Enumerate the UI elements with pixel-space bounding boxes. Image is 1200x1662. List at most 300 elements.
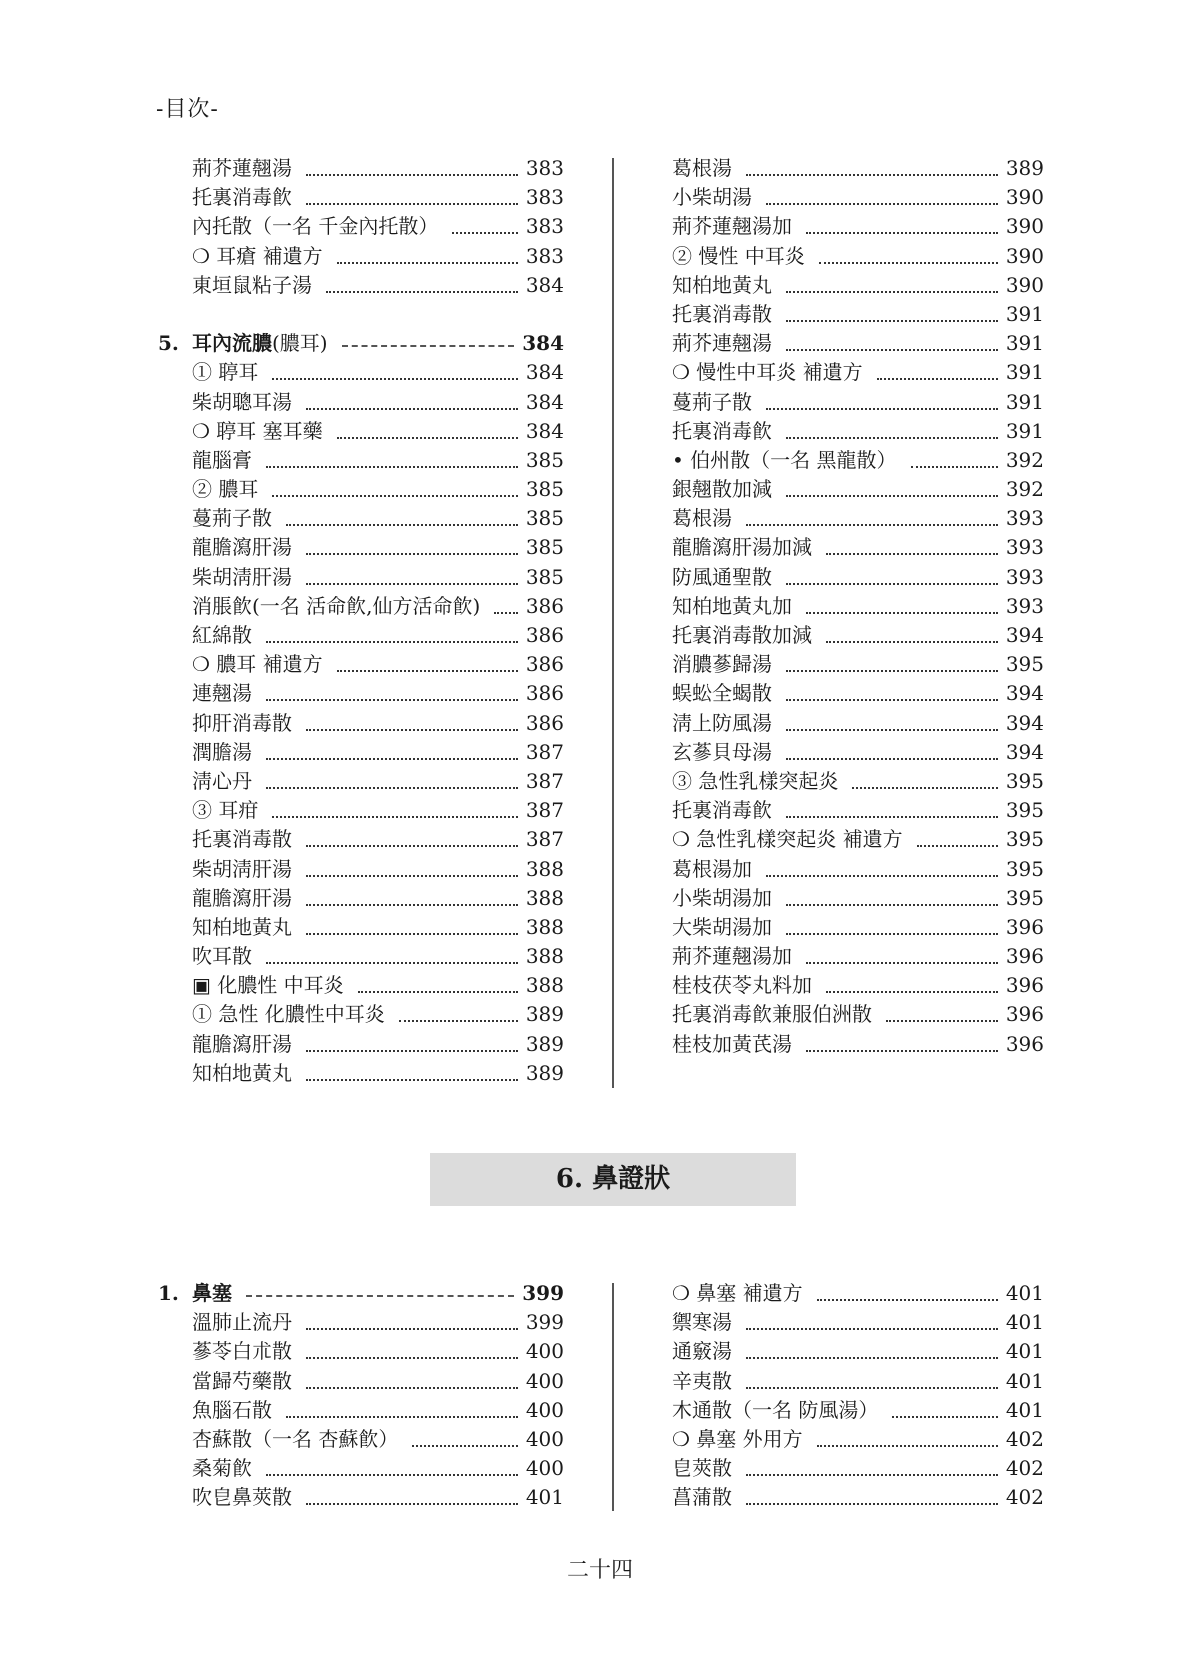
toc-entry xyxy=(192,1454,564,1483)
entry-text: ② 慢性 中耳炎 xyxy=(672,243,805,268)
toc-page-number: 401 xyxy=(1005,1339,1044,1364)
toc-entry-label xyxy=(192,767,252,796)
dot-leader xyxy=(786,699,998,701)
toc-page-number: 393 xyxy=(1005,564,1044,589)
toc-entry-label xyxy=(672,1454,732,1483)
toc-page-number: 393 xyxy=(1005,535,1044,560)
toc-page-number: 388 xyxy=(525,944,564,969)
toc-entry xyxy=(192,884,564,913)
toc-page-number: 400 xyxy=(525,1456,564,1481)
toc-entry xyxy=(192,1030,564,1059)
toc-entry xyxy=(672,738,1044,767)
dot-leader xyxy=(306,174,518,176)
dot-leader xyxy=(786,495,998,497)
toc-entry xyxy=(192,855,564,884)
toc-entry xyxy=(192,1337,564,1366)
entry-text: 知柏地黃丸 xyxy=(192,914,292,939)
dot-leader xyxy=(786,758,998,760)
dot-leader xyxy=(286,524,518,526)
entry-text: 淸上防風湯 xyxy=(672,710,772,735)
dot-leader xyxy=(399,1020,518,1022)
toc-entry-label xyxy=(672,300,772,329)
toc-page-number: 400 xyxy=(525,1426,564,1451)
entry-text: 辛夷散 xyxy=(672,1368,732,1393)
toc-page-number: 389 xyxy=(525,1031,564,1056)
toc-entry-label xyxy=(672,825,903,854)
toc-entry-label xyxy=(192,971,344,1000)
dot-leader xyxy=(342,345,515,347)
dot-leader xyxy=(892,1416,997,1418)
dot-leader xyxy=(746,174,998,176)
toc-entry xyxy=(672,1279,1044,1308)
toc-entry-label xyxy=(192,504,272,533)
toc-page-number: 389 xyxy=(525,1060,564,1085)
entry-text: ① 急性 化膿性中耳炎 xyxy=(192,1002,385,1027)
toc-entry-label xyxy=(672,1396,878,1425)
toc-page-number: 385 xyxy=(525,477,564,502)
dot-leader xyxy=(766,203,998,205)
toc-page-number: 387 xyxy=(525,798,564,823)
entry-text: 葛根湯 xyxy=(672,156,732,180)
toc-page-number: 401 xyxy=(1005,1310,1044,1335)
toc-entry xyxy=(192,417,564,446)
toc-entry-label xyxy=(192,913,292,942)
dot-leader xyxy=(272,378,517,380)
entry-text: 桂枝茯苓丸料加 xyxy=(672,973,812,998)
entry-text: 葛根湯 xyxy=(672,506,732,531)
dot-leader xyxy=(266,466,518,468)
entry-text: 杏蘇散（一名 杏蘇飮） xyxy=(192,1426,399,1451)
entry-text: ③ 耳疳 xyxy=(192,798,259,823)
toc-entry-label xyxy=(192,271,312,300)
toc-entry-label xyxy=(192,592,480,621)
page-number: 二十四 xyxy=(566,1558,633,1583)
toc-entry-label xyxy=(672,271,772,300)
toc-page-number: 389 xyxy=(525,1002,564,1027)
entry-text: 連翹湯 xyxy=(192,681,252,706)
dot-leader xyxy=(246,1295,514,1297)
toc-entry-label xyxy=(672,1308,732,1337)
toc-page-number: 386 xyxy=(525,681,564,706)
entry-text: 龍膽瀉肝湯 xyxy=(192,535,292,560)
dot-leader xyxy=(786,933,998,935)
entry-text: 小柴胡湯 xyxy=(672,185,752,210)
dot-leader xyxy=(306,845,518,847)
dot-leader xyxy=(358,991,518,993)
toc-page-number: 389 xyxy=(1005,156,1044,180)
entry-text: ❍ 慢性中耳炎 補遺方 xyxy=(672,360,863,385)
toc-entry xyxy=(672,1000,1044,1029)
toc-page-number: 385 xyxy=(525,564,564,589)
toc-page-number: 388 xyxy=(525,885,564,910)
entry-text: 葛根湯加 xyxy=(672,856,752,881)
toc-entry xyxy=(192,650,564,679)
entry-text: ① 聤耳 xyxy=(192,360,259,385)
dot-leader xyxy=(826,553,998,555)
toc-entry-label xyxy=(672,709,772,738)
entry-text: 托裏消毒飮兼服伯洲散 xyxy=(672,1002,872,1027)
toc-entry xyxy=(192,913,564,942)
toc-page-number: 402 xyxy=(1005,1485,1044,1510)
toc-entry-label xyxy=(672,417,772,446)
entry-text: 桑菊飮 xyxy=(192,1456,252,1481)
toc-page-number: 388 xyxy=(525,914,564,939)
toc-entry xyxy=(672,942,1044,971)
toc-entry-label xyxy=(158,329,328,358)
toc-entry xyxy=(672,913,1044,942)
dot-leader xyxy=(806,612,998,614)
dot-leader xyxy=(746,1387,998,1389)
entry-text: 龍膽瀉肝湯加減 xyxy=(672,535,812,560)
dot-leader xyxy=(817,1299,998,1301)
toc-entry xyxy=(672,388,1044,417)
entry-text: 知柏地黃丸加 xyxy=(672,593,792,618)
entry-text: 荊芥連翹湯 xyxy=(672,331,772,356)
entry-text: 大柴胡湯加 xyxy=(672,914,772,939)
toc-entry xyxy=(672,767,1044,796)
toc-entry-label xyxy=(192,825,292,854)
toc-entry xyxy=(672,271,1044,300)
toc-entry-label xyxy=(672,1425,803,1454)
toc-entry-label xyxy=(192,650,323,679)
entry-text: 木通散（一名 防風湯） xyxy=(672,1397,879,1422)
toc-entry-label xyxy=(192,446,252,475)
toc-entry-label xyxy=(192,884,292,913)
toc-entry-label xyxy=(672,855,752,884)
entry-text: 托裏消毒飮 xyxy=(672,798,772,823)
entry-text: ❍ 鼻塞 補遺方 xyxy=(672,1281,803,1305)
toc-entry xyxy=(672,475,1044,504)
entry-text: 潤膽湯 xyxy=(192,739,252,764)
toc-page-number: 387 xyxy=(525,768,564,793)
dot-leader xyxy=(766,875,998,877)
entry-text: 東垣鼠粘子湯 xyxy=(192,272,312,297)
toc-page-number: 394 xyxy=(1005,623,1044,647)
toc-entry-label xyxy=(672,358,863,387)
toc-entry xyxy=(192,446,564,475)
toc-entry xyxy=(192,1396,564,1425)
toc-page-number: 393 xyxy=(1005,593,1044,618)
entry-text: 消膿蔘歸湯 xyxy=(672,652,772,677)
dot-leader xyxy=(306,408,518,410)
toc-entry xyxy=(672,446,1044,475)
toc-page-number: 386 xyxy=(525,623,564,647)
toc-page-number: 385 xyxy=(525,447,564,472)
section-number: 1. xyxy=(158,1281,179,1305)
dot-leader xyxy=(266,787,518,789)
toc-entry-label xyxy=(192,358,258,387)
toc-entry-label xyxy=(672,767,838,796)
toc-page-number: 400 xyxy=(525,1368,564,1393)
toc-page-number: 394 xyxy=(1005,681,1044,706)
toc-entry xyxy=(672,1367,1044,1396)
entry-text: ❍ 急性乳樣突起炎 補遺方 xyxy=(672,827,903,852)
dot-leader xyxy=(786,816,998,818)
dot-leader xyxy=(266,1474,518,1476)
toc-entry-label xyxy=(192,1425,398,1454)
toc-entry-label xyxy=(672,504,732,533)
toc-entry-label xyxy=(672,738,772,767)
toc-page-number: 383 xyxy=(525,214,564,239)
toc-entry xyxy=(192,212,564,241)
entry-text: 柴胡淸肝湯 xyxy=(192,856,292,881)
dot-leader xyxy=(817,1445,998,1447)
toc-entry-label xyxy=(672,1367,732,1396)
dot-leader xyxy=(337,670,518,672)
toc-page-number: 391 xyxy=(1005,360,1044,385)
page-header: -目次- xyxy=(156,97,219,122)
toc-entry-label xyxy=(672,1337,732,1366)
toc-entry-label xyxy=(672,388,752,417)
toc-entry xyxy=(192,271,564,300)
toc-entry xyxy=(192,533,564,562)
entry-text: 蔓荊子散 xyxy=(192,506,272,531)
toc-column-left xyxy=(158,1279,564,1513)
toc-entry xyxy=(672,1483,1044,1512)
toc-page-number: 399 xyxy=(522,1281,564,1305)
toc-entry xyxy=(192,1483,564,1512)
toc-entry xyxy=(672,533,1044,562)
toc-entry-label xyxy=(192,242,323,271)
entry-text: 內托散（一名 千金內托散） xyxy=(192,214,439,239)
toc-page-number: 394 xyxy=(1005,710,1044,735)
toc-entry xyxy=(192,1000,564,1029)
entry-text: 抑肝消毒散 xyxy=(192,710,292,735)
entry-text: 龍膽瀉肝湯 xyxy=(192,885,292,910)
toc-entry xyxy=(672,154,1044,183)
dot-leader xyxy=(306,1503,518,1505)
entry-text: 柴胡淸肝湯 xyxy=(192,564,292,589)
dot-leader xyxy=(917,845,998,847)
entry-text: 知柏地黃丸 xyxy=(192,1060,292,1085)
toc-entry-label xyxy=(672,154,732,183)
entry-text: 皀莢散 xyxy=(672,1456,732,1481)
entry-text: ▣ 化膿性 中耳炎 xyxy=(192,973,344,998)
dot-leader xyxy=(746,1328,998,1330)
toc-entry xyxy=(192,154,564,183)
section-title: 6. 鼻證狀 xyxy=(555,1164,671,1194)
dot-leader xyxy=(786,670,998,672)
column-divider xyxy=(612,158,614,1088)
toc-page-number: 385 xyxy=(525,535,564,560)
toc-page-number: 395 xyxy=(1005,885,1044,910)
toc-entry-label xyxy=(672,446,897,475)
entry-text: 蜈蚣全蝎散 xyxy=(672,681,772,706)
toc-page-number: 388 xyxy=(525,973,564,998)
entry-text: 紅綿散 xyxy=(192,623,252,647)
dot-leader xyxy=(806,232,998,234)
toc-page-number: 392 xyxy=(1005,477,1044,502)
dot-leader xyxy=(306,1050,518,1052)
toc-page-number: 386 xyxy=(525,710,564,735)
toc-entry xyxy=(672,242,1044,271)
entry-text: 吹耳散 xyxy=(192,944,252,969)
dot-leader xyxy=(452,232,517,234)
toc-entry-label xyxy=(672,1483,732,1512)
toc-page-number: 384 xyxy=(525,272,564,297)
toc-page-number: 395 xyxy=(1005,827,1044,852)
toc-entry-label xyxy=(672,942,792,971)
toc-entry-label xyxy=(192,533,292,562)
entry-text: 銀翹散加減 xyxy=(672,477,772,502)
toc-entry xyxy=(192,592,564,621)
toc-page-number: 400 xyxy=(525,1339,564,1364)
toc-entry-label xyxy=(192,1030,292,1059)
toc-entry xyxy=(672,329,1044,358)
dot-leader xyxy=(852,787,997,789)
toc-entry-label xyxy=(192,183,292,212)
entry-text: ② 膿耳 xyxy=(192,477,259,502)
dot-leader xyxy=(306,729,518,731)
entry-text: 知柏地黃丸 xyxy=(672,272,772,297)
toc-entry xyxy=(192,242,564,271)
toc-entry-label xyxy=(192,621,252,650)
toc-page-number: 392 xyxy=(1005,447,1044,472)
heading-title: 鼻塞 xyxy=(192,1281,232,1305)
toc-entry xyxy=(192,475,564,504)
dot-leader xyxy=(306,1328,518,1330)
toc-entry xyxy=(192,1425,564,1454)
dot-leader xyxy=(306,203,518,205)
entry-text: ❍ 耳瘡 補遺方 xyxy=(192,243,323,268)
toc-page-number: 384 xyxy=(525,389,564,414)
toc-page-number: 401 xyxy=(1005,1281,1044,1305)
toc-entry-label xyxy=(672,329,772,358)
toc-entry-label xyxy=(192,855,292,884)
toc-page-number: 390 xyxy=(1005,185,1044,210)
entry-text: ❍ 聤耳 塞耳藥 xyxy=(192,418,323,443)
toc-entry xyxy=(192,738,564,767)
toc-entry xyxy=(672,592,1044,621)
toc-entry xyxy=(192,388,564,417)
column-divider xyxy=(612,1283,614,1511)
entry-text: 消脹飮(一名 活命飮,仙方活命飮) xyxy=(192,593,481,618)
toc-column-right xyxy=(672,154,1044,1059)
toc-column-left xyxy=(158,154,564,1088)
toc-entry-label xyxy=(672,592,792,621)
dot-leader xyxy=(826,991,998,993)
toc-entry-label xyxy=(192,679,252,708)
toc-entry-label xyxy=(672,1030,792,1059)
toc-entry xyxy=(672,709,1044,738)
entry-text: 菖蒲散 xyxy=(672,1485,732,1510)
dot-leader xyxy=(746,1474,998,1476)
dot-leader xyxy=(494,612,517,614)
entry-text: 荊芥蓮翹湯加 xyxy=(672,214,792,239)
toc-entry xyxy=(672,796,1044,825)
toc-page-number: 395 xyxy=(1005,798,1044,823)
toc-entry-label xyxy=(672,971,812,1000)
section-number: 5. xyxy=(158,331,179,356)
toc-entry xyxy=(672,884,1044,913)
toc-entry-label xyxy=(672,212,792,241)
toc-section-heading xyxy=(158,329,564,358)
entry-text: 柴胡聰耳湯 xyxy=(192,389,292,414)
entry-text: 玄蔘貝母湯 xyxy=(672,739,772,764)
toc-page-number: 402 xyxy=(1005,1456,1044,1481)
toc-page-number: 384 xyxy=(525,360,564,385)
toc-page-number: 383 xyxy=(525,156,564,180)
toc-column-right xyxy=(672,1279,1044,1513)
toc-entry xyxy=(192,942,564,971)
toc-page-number: 396 xyxy=(1005,973,1044,998)
toc-entry-label xyxy=(192,154,292,183)
dot-leader xyxy=(266,699,518,701)
toc-entry xyxy=(192,1308,564,1337)
toc-page-number: 391 xyxy=(1005,418,1044,443)
toc-entry xyxy=(672,1337,1044,1366)
entry-text: 通竅湯 xyxy=(672,1339,732,1364)
dot-leader xyxy=(746,1357,998,1359)
toc-entry xyxy=(672,358,1044,387)
entry-text: • 伯州散（一名 黑龍散） xyxy=(672,447,897,472)
toc-entry xyxy=(672,1308,1044,1337)
entry-text: 龍腦膏 xyxy=(192,447,252,472)
toc-entry xyxy=(672,212,1044,241)
dot-leader xyxy=(266,641,518,643)
dot-leader xyxy=(272,495,517,497)
entry-text: 溫肺止流丹 xyxy=(192,1310,292,1335)
toc-entry xyxy=(672,183,1044,212)
toc-entry xyxy=(672,855,1044,884)
toc-section-heading xyxy=(158,1279,564,1308)
toc-entry xyxy=(672,825,1044,854)
toc-page-number: 395 xyxy=(1005,652,1044,677)
toc-entry-label xyxy=(672,183,752,212)
toc-entry xyxy=(192,563,564,592)
toc-entry xyxy=(192,504,564,533)
toc-entry-label xyxy=(672,913,772,942)
toc-entry-label xyxy=(192,942,252,971)
toc-entry xyxy=(672,300,1044,329)
dot-leader xyxy=(272,816,517,818)
toc-page-number: 396 xyxy=(1005,944,1044,969)
toc-entry xyxy=(192,825,564,854)
toc-entry-label xyxy=(672,884,772,913)
dot-leader xyxy=(326,291,518,293)
entry-text: 吹皀鼻莢散 xyxy=(192,1485,292,1510)
heading-title: 耳內流膿 xyxy=(192,331,272,356)
toc-page-number: 390 xyxy=(1005,272,1044,297)
toc-page-number: 386 xyxy=(525,652,564,677)
entry-text: 托裏消毒飮 xyxy=(672,418,772,443)
toc-page-number: 391 xyxy=(1005,301,1044,326)
toc-entry xyxy=(192,183,564,212)
toc-page-number: 390 xyxy=(1005,214,1044,239)
toc-page-number: 396 xyxy=(1005,1031,1044,1056)
entry-text: 禦寒湯 xyxy=(672,1310,732,1335)
dot-leader xyxy=(766,408,998,410)
toc-page-number: 383 xyxy=(525,243,564,268)
toc-entry xyxy=(192,971,564,1000)
dot-leader xyxy=(746,524,998,526)
entry-text: 托裏消毒飮 xyxy=(192,185,292,210)
dot-leader xyxy=(806,962,998,964)
dot-leader xyxy=(886,1020,998,1022)
dot-leader xyxy=(306,1079,518,1081)
toc-entry-label xyxy=(192,212,438,241)
toc-entry xyxy=(672,1030,1044,1059)
toc-entry xyxy=(672,1425,1044,1454)
entry-text: 托裏消毒散 xyxy=(192,827,292,852)
entry-text: 淸心丹 xyxy=(192,768,252,793)
toc-entry-label xyxy=(672,475,772,504)
dot-leader xyxy=(877,378,998,380)
toc-page-number: 396 xyxy=(1005,1002,1044,1027)
entry-text: 荊芥蓮翹湯加 xyxy=(672,944,792,969)
entry-text: ❍ 鼻塞 外用方 xyxy=(672,1426,803,1451)
entry-text: 荊芥蓮翹湯 xyxy=(192,156,292,180)
